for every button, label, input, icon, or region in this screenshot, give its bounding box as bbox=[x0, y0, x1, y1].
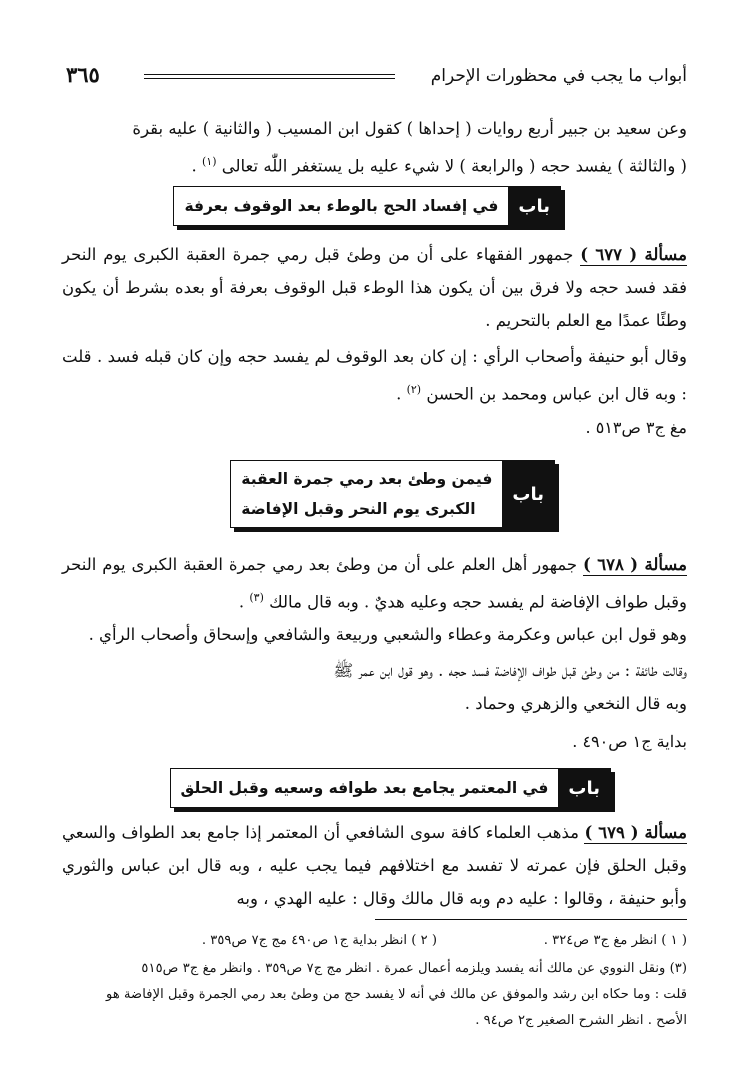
bab-label: باب bbox=[508, 187, 560, 225]
section-box-1 bbox=[173, 186, 561, 226]
issue-679: مسألة ( ٦٧٩ ) مذهب العلماء كافة سوى الشافعي أن المعتمر إذا جامع بعد الطواف والسعي وقبل الحلق فإن عمرته لا تفسد مع اختلافهم فيما يجب عليه ، وبه قال ابن عباس والثوري وأبو حنيفة ، وقالوا : عليه دم وبه قال مالك وقال : عليه الهدي ، وبه bbox=[62, 823, 687, 908]
ibn-abbas-paragraph: وهو قول ابن عباس وعكرمة وعطاء والشعبي وربيعة والشافعي وإسحاق وأصحاب الرأي . bbox=[88, 625, 687, 644]
intro-paragraph bbox=[62, 112, 687, 183]
footnote-ref-1[interactable]: (١) bbox=[201, 155, 217, 168]
issue-678: مسألة ( ٦٧٨ ) جمهور أهل العلم على أن من وطئ بعد رمي جمرة العقبة الكبرى يوم النحر وقبل طواف الإفاضة لم يفسد حجه وعليه هديٌ . وبه قال مالك $^{(٣)}$ . bbox=[62, 555, 687, 612]
intro-line-1: وعن سعيد بن جبير أربع روايات ( إحداها ) كقول ابن المسيب ( والثانية ) عليه بقرة bbox=[132, 119, 687, 138]
running-header bbox=[66, 60, 687, 94]
section-box-3 bbox=[170, 768, 611, 808]
chapter-title: أبواب ما يجب في محظورات الإحرام bbox=[430, 66, 687, 86]
footnote-ref-3[interactable]: (٣) bbox=[249, 591, 264, 604]
footnote-1: ( ١ ) انظر مغ ج٣ ص٣٢٤ . bbox=[543, 933, 687, 948]
section-title-3: في المعتمر يجامع بعد طوافه وسعيه وقبل الحلق bbox=[180, 779, 549, 797]
intro-line-2: ( والثالثة ) يفسد حجه ( والرابعة ) لا شيء عليه بل يستغفر اللّٰه تعالى $^{(١)}$ . bbox=[191, 155, 687, 176]
issue-label-679: مسألة ( ٦٧٩ ) bbox=[584, 823, 687, 842]
section-title-1: في إفساد الحج بالوطء بعد الوقوف بعرفة bbox=[184, 197, 499, 215]
footnote-ref-2[interactable]: (٢) bbox=[406, 383, 422, 396]
footnote-3: (٣) ونقل النووي عن مالك أنه يفسد ويلزمه أعمال عمرة . انظر مج ج٧ ص٣٥٩ . وانظر مغ ج٣ ص٥١٥ قلت : وما حكاه ابن رشد والموفق عن مالك في أنه لا يفسد حج من وطئ بعد رمي الجمرة وقبل الإفاضة هو الأصح . انظر الشرح الصغير ج٢ ص٩٤ . bbox=[106, 961, 687, 1028]
issue-677 bbox=[62, 238, 687, 337]
page-number: ٣٦٥ bbox=[66, 62, 100, 87]
reference-1: مغ ج٣ ص٥١٣ . bbox=[585, 418, 687, 437]
taifa-paragraph: وقالت طائفة : من وطئ قبل طواف الإفاضة فسد حجه . وهو قول ابن عمر ﷺ وبه قال النخعي والزهري وحماد . bbox=[333, 661, 687, 713]
bab-label: باب bbox=[558, 769, 610, 807]
issue-label-677: مسألة ( ٦٧٧ ) bbox=[580, 245, 687, 264]
reference-2: بداية ج١ ص٤٩٠ . bbox=[572, 732, 687, 751]
footnotes-row-1 bbox=[62, 928, 687, 954]
section-box-2 bbox=[230, 460, 555, 528]
footnote-2: ( ٢ ) انظر بداية ج١ ص٤٩٠ مج ج٧ ص٣٥٩ . bbox=[201, 933, 437, 948]
abu-hanifa-paragraph: وقال أبو حنيفة وأصحاب الرأي : إن كان بعد الوقوف لم يفسد حجه وإن كان قبله فسد . قلت : وبه قال ابن عباس ومحمد بن الحسن $^{(٢)}$ . bbox=[62, 347, 687, 404]
bab-label: باب bbox=[502, 461, 554, 527]
issue-label-678: مسألة ( ٦٧٨ ) bbox=[583, 555, 687, 574]
header-rule bbox=[144, 74, 395, 79]
issue-text-677: جمهور الفقهاء على أن من وطئ قبل رمي جمرة العقبة الكبرى يوم النحر فقد فسد حجه ولا فرق بين أن يكون هذا الوطء قبل الوقوف بعرفة أو بعده بشرط أن يكون وطئًا عمدًا مع العلم بالتحريم . bbox=[62, 245, 687, 330]
section-title-2: فيمن وطئ بعد رمي جمرة العقبة الكبرى يوم النحر وقبل الإفاضة bbox=[241, 470, 493, 518]
footnote-rule bbox=[375, 919, 687, 920]
